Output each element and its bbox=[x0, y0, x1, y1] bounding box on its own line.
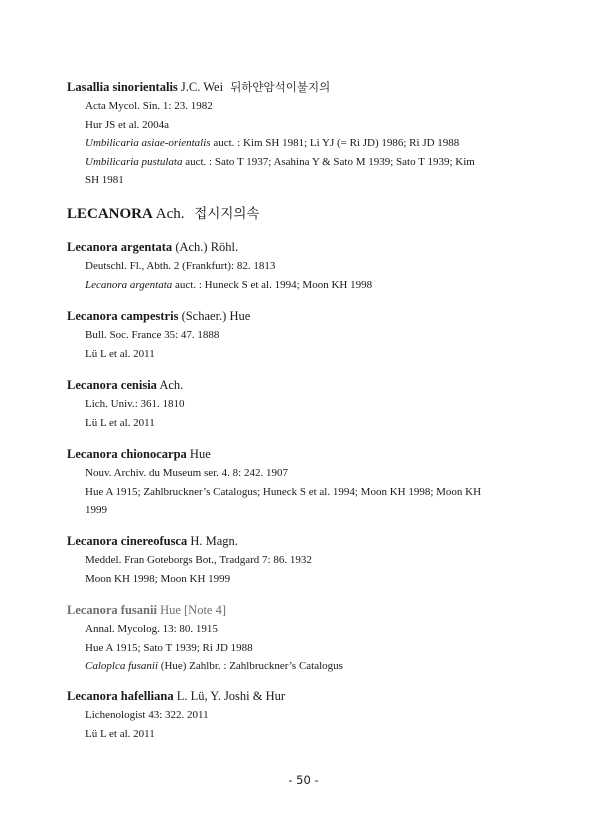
species-title bbox=[67, 533, 537, 549]
species-author: Hue [Note 4] bbox=[160, 603, 227, 617]
species-name: Lecanora argentata bbox=[67, 240, 173, 254]
species-name: Lecanora hafelliana bbox=[67, 689, 174, 703]
species-title bbox=[67, 377, 537, 393]
reference-list bbox=[85, 464, 537, 520]
species-name: Lasallia sinorientalis bbox=[67, 80, 178, 94]
reference-list bbox=[85, 395, 537, 432]
species-title bbox=[67, 688, 537, 704]
reference-line: Lü L et al. 2011 bbox=[85, 347, 155, 360]
synonym-name: Lecanora argentata bbox=[85, 278, 173, 291]
reference-line: Deutschl. Fl., Abth. 2 (Frankfurt): 82. 1813 bbox=[85, 260, 276, 272]
reference-line: Lü L et al. 2011 bbox=[85, 416, 155, 429]
species-author: J.C. Wei bbox=[180, 80, 224, 94]
species-title bbox=[67, 446, 537, 462]
species-author: Ach. bbox=[159, 378, 184, 392]
synonym-line bbox=[85, 153, 537, 172]
species-title bbox=[67, 602, 537, 618]
species-entry-lasallia-sinorientalis bbox=[67, 79, 537, 190]
species-entry-lecanora-chionocarpa bbox=[67, 446, 537, 520]
reference-list bbox=[85, 97, 537, 190]
species-name: Lecanora cinereofusca bbox=[67, 534, 188, 548]
reference-list bbox=[85, 257, 537, 294]
reference-line: Nouv. Archiv. du Museum ser. 4. 8: 242. 1907 bbox=[85, 467, 288, 479]
reference-line: Acta Mycol. Sin. 1: 23. 1982 bbox=[85, 100, 213, 112]
page-number: - 50 - bbox=[288, 773, 319, 787]
species-title bbox=[67, 239, 537, 255]
synonym-citation: auct. : Huneck S et al. 1994; Moon KH 1998 bbox=[172, 278, 373, 291]
reference-line: Lü L et al. 2011 bbox=[85, 727, 155, 740]
reference-line: Lich. Univ.: 361. 1810 bbox=[85, 398, 185, 410]
species-author: H. Magn. bbox=[190, 534, 238, 548]
genus-author: Ach. bbox=[155, 206, 185, 222]
species-entry-lecanora-fusanii bbox=[67, 602, 537, 676]
reference-line: SH 1981 bbox=[85, 174, 124, 186]
species-entry-lecanora-campestris bbox=[67, 308, 537, 363]
genus-heading bbox=[67, 202, 260, 223]
species-author: (Ach.) Röhl. bbox=[175, 240, 239, 254]
synonym-name: Caloplca fusanii bbox=[85, 660, 159, 672]
reference-line: Annal. Mycolog. 13: 80. 1915 bbox=[85, 623, 218, 635]
reference-line: 1999 bbox=[85, 504, 107, 516]
synonym-citation: auct. : Sato T 1937; Asahina Y & Sato M 1939; Sato T 1939; Kim bbox=[182, 155, 475, 168]
species-name: Lecanora cenisia bbox=[67, 378, 157, 392]
species-name: Lecanora fusanii bbox=[67, 603, 157, 617]
synonym-line bbox=[85, 276, 537, 295]
reference-line: Lichenologist 43: 322. 2011 bbox=[85, 709, 209, 721]
synonym-citation: (Hue) Zahlbr. : Zahlbruckner’s Catalogus bbox=[158, 660, 343, 672]
genus-korean-name: 접시지의속 bbox=[194, 206, 260, 222]
reference-list bbox=[85, 551, 537, 588]
reference-line: Meddel. Fran Goteborgs Bot., Tradgard 7: 86. 1932 bbox=[85, 554, 312, 566]
species-name: Lecanora campestris bbox=[67, 309, 179, 323]
species-title bbox=[67, 308, 537, 324]
reference-line: Hue A 1915; Sato T 1939; Ri JD 1988 bbox=[85, 641, 253, 654]
synonym-line bbox=[85, 134, 537, 153]
reference-line: Moon KH 1998; Moon KH 1999 bbox=[85, 572, 231, 585]
species-entry-lecanora-cinereofusca bbox=[67, 533, 537, 588]
korean-name: 뒤하얀암석이불지의 bbox=[230, 80, 331, 94]
synonym-name: Umbilicaria asiae-orientalis bbox=[85, 137, 211, 149]
species-entry-lecanora-cenisia bbox=[67, 377, 537, 432]
synonym-name: Umbilicaria pustulata bbox=[85, 155, 183, 168]
species-title bbox=[67, 79, 537, 95]
genus-name: LECANORA bbox=[67, 206, 153, 222]
reference-list bbox=[85, 620, 537, 676]
reference-list bbox=[85, 706, 537, 743]
reference-line: Hur JS et al. 2004a bbox=[85, 118, 170, 131]
species-author: Hue bbox=[189, 447, 211, 461]
reference-line: Hue A 1915; Zahlbruckner’s Catalogus; Huneck S et al. 1994; Moon KH 1998; Moon KH bbox=[85, 485, 482, 498]
reference-line: Bull. Soc. France 35: 47. 1888 bbox=[85, 329, 220, 341]
synonym-line bbox=[85, 657, 537, 676]
species-name: Lecanora chionocarpa bbox=[67, 447, 187, 461]
species-entry-lecanora-argentata bbox=[67, 239, 537, 294]
reference-list bbox=[85, 326, 537, 363]
synonym-citation: auct. : Kim SH 1981; Li YJ (= Ri JD) 1986; Ri JD 1988 bbox=[210, 137, 460, 149]
species-entry-lecanora-hafelliana bbox=[67, 688, 537, 743]
species-author: (Schaer.) Hue bbox=[181, 309, 251, 323]
species-author: L. Lü, Y. Joshi & Hur bbox=[176, 689, 286, 703]
